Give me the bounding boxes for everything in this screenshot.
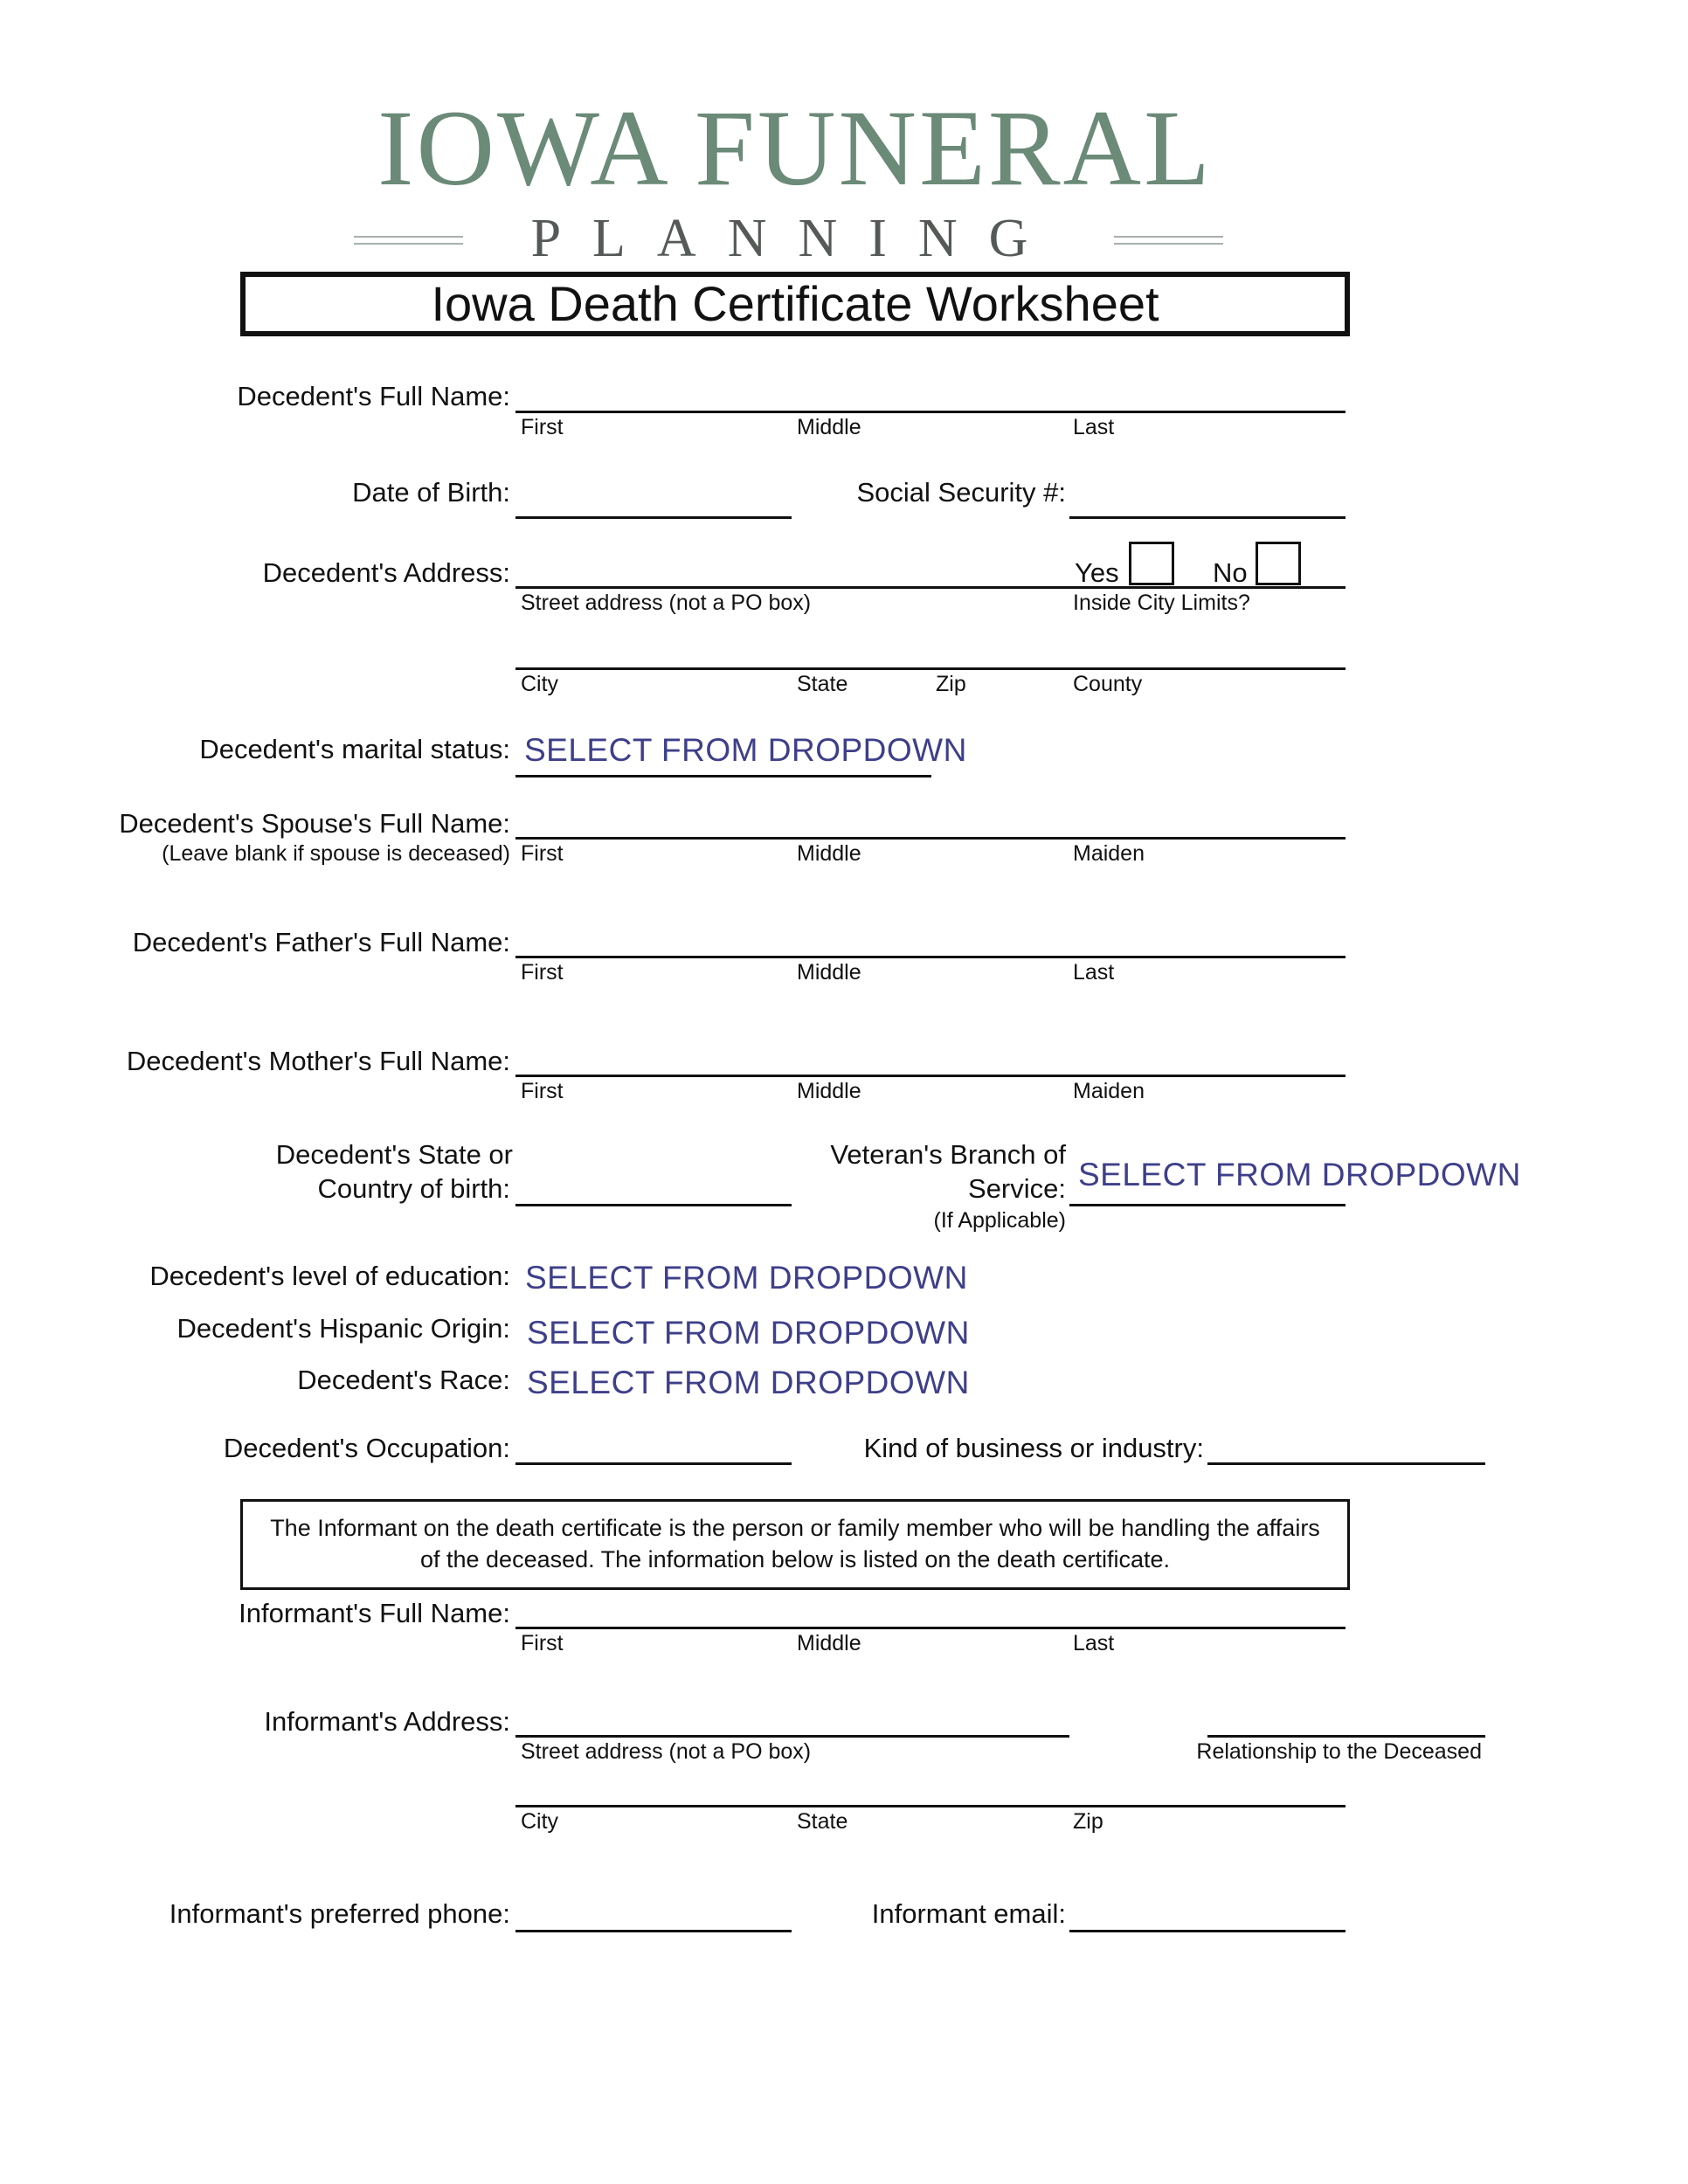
education-label: Decedent's level of education:	[149, 1261, 510, 1291]
sub-zip: Zip	[1073, 1809, 1103, 1834]
sub-zip: Zip	[936, 672, 966, 696]
sub-inside-city: Inside City Limits?	[1073, 591, 1250, 615]
mother-name-field[interactable]	[515, 1075, 1346, 1077]
sub-city: City	[521, 1809, 559, 1834]
birth-place-label-line2: Country of birth:	[317, 1173, 510, 1204]
informant-address-label: Informant's Address:	[264, 1706, 510, 1737]
sub-last: Last	[1073, 415, 1115, 439]
hispanic-origin-label: Decedent's Hispanic Origin:	[176, 1313, 510, 1344]
veteran-branch-dropdown[interactable]: SELECT FROM DROPDOWN	[1078, 1157, 1521, 1192]
sub-street: Street address (not a PO box)	[521, 591, 812, 615]
marital-status-underline	[515, 775, 931, 778]
informant-name-label: Informant's Full Name:	[239, 1598, 510, 1628]
industry-label: Kind of business or industry:	[863, 1433, 1204, 1463]
sub-first: First	[521, 960, 564, 985]
sub-middle: Middle	[797, 841, 861, 866]
informant-city-state-zip-field[interactable]	[515, 1805, 1346, 1807]
logo-title: IOWA FUNERAL	[377, 88, 1213, 208]
sub-last: Last	[1073, 1631, 1115, 1655]
ssn-label: Social Security #:	[856, 477, 1066, 508]
sub-last: Last	[1073, 960, 1115, 985]
decedent-name-label: Decedent's Full Name:	[237, 381, 510, 411]
marital-status-label: Decedent's marital status:	[199, 734, 510, 764]
informant-note-line1: The Informant on the death certificate is the person or family member who will be handling the affairs	[270, 1515, 1320, 1541]
yes-label: Yes	[1075, 557, 1119, 588]
occupation-label: Decedent's Occupation:	[223, 1433, 510, 1463]
informant-street-field[interactable]	[515, 1735, 1069, 1738]
spouse-note: (Leave blank if spouse is deceased)	[162, 841, 510, 866]
inside-city-no-checkbox[interactable]	[1256, 542, 1301, 585]
logo-rule-right	[1114, 236, 1223, 238]
education-dropdown[interactable]: SELECT FROM DROPDOWN	[525, 1260, 968, 1296]
sub-first: First	[521, 841, 564, 866]
sub-maiden: Maiden	[1073, 841, 1145, 866]
informant-note-line2: of the deceased. The information below is listed on the death certificate.	[419, 1546, 1170, 1572]
ssn-field[interactable]	[1069, 516, 1346, 519]
sub-first: First	[521, 415, 564, 439]
birth-place-field[interactable]	[515, 1204, 792, 1206]
father-name-field[interactable]	[515, 956, 1346, 958]
spouse-name-field[interactable]	[515, 837, 1346, 840]
informant-email-label: Informant email:	[871, 1898, 1066, 1929]
sub-middle: Middle	[797, 960, 861, 985]
informant-name-field[interactable]	[515, 1627, 1346, 1629]
logo-rule-left	[354, 236, 463, 238]
sub-middle: Middle	[797, 1079, 861, 1103]
logo-subtitle: PLANNING	[530, 209, 1060, 268]
race-dropdown[interactable]: SELECT FROM DROPDOWN	[527, 1365, 970, 1400]
industry-field[interactable]	[1207, 1462, 1485, 1465]
decedent-name-field[interactable]	[515, 411, 1346, 413]
sub-middle: Middle	[797, 415, 861, 439]
inside-city-yes-checkbox[interactable]	[1129, 542, 1174, 585]
veteran-label-line1: Veteran's Branch of	[830, 1139, 1066, 1170]
sub-first: First	[521, 1079, 564, 1103]
occupation-field[interactable]	[515, 1462, 792, 1465]
informant-phone-field[interactable]	[515, 1930, 792, 1932]
informant-email-field[interactable]	[1069, 1930, 1346, 1932]
decedent-address-label: Decedent's Address:	[262, 557, 510, 588]
sub-middle: Middle	[797, 1631, 861, 1655]
relationship-field[interactable]	[1207, 1735, 1485, 1738]
dob-field[interactable]	[515, 516, 792, 519]
informant-phone-label: Informant's preferred phone:	[169, 1898, 510, 1929]
father-name-label: Decedent's Father's Full Name:	[132, 927, 510, 957]
hispanic-origin-dropdown[interactable]: SELECT FROM DROPDOWN	[527, 1315, 970, 1351]
spouse-name-label: Decedent's Spouse's Full Name:	[119, 808, 510, 839]
sub-first: First	[521, 1631, 564, 1655]
sub-street: Street address (not a PO box)	[521, 1739, 812, 1764]
sub-relationship: Relationship to the Deceased	[1196, 1739, 1482, 1764]
birth-place-label-line1: Decedent's State or	[275, 1139, 513, 1170]
logo-rule-left-2	[354, 243, 463, 245]
sub-city: City	[521, 672, 559, 696]
page-title: Iowa Death Certificate Worksheet	[240, 272, 1350, 336]
veteran-branch-underline	[1069, 1204, 1346, 1206]
veteran-label-line2: Service:	[968, 1173, 1066, 1204]
logo-rule-right-2	[1114, 243, 1223, 245]
mother-name-label: Decedent's Mother's Full Name:	[126, 1046, 510, 1076]
veteran-note: (If Applicable)	[933, 1208, 1066, 1233]
sub-county: County	[1073, 672, 1143, 696]
marital-status-dropdown[interactable]: SELECT FROM DROPDOWN	[524, 732, 967, 768]
dob-label: Date of Birth:	[352, 477, 510, 508]
no-label: No	[1213, 557, 1248, 588]
decedent-city-state-zip-field[interactable]	[515, 667, 1346, 670]
sub-state: State	[797, 1809, 848, 1834]
sub-state: State	[797, 672, 848, 696]
race-label: Decedent's Race:	[297, 1365, 510, 1395]
sub-maiden: Maiden	[1073, 1079, 1145, 1103]
informant-note-box	[240, 1499, 1350, 1590]
